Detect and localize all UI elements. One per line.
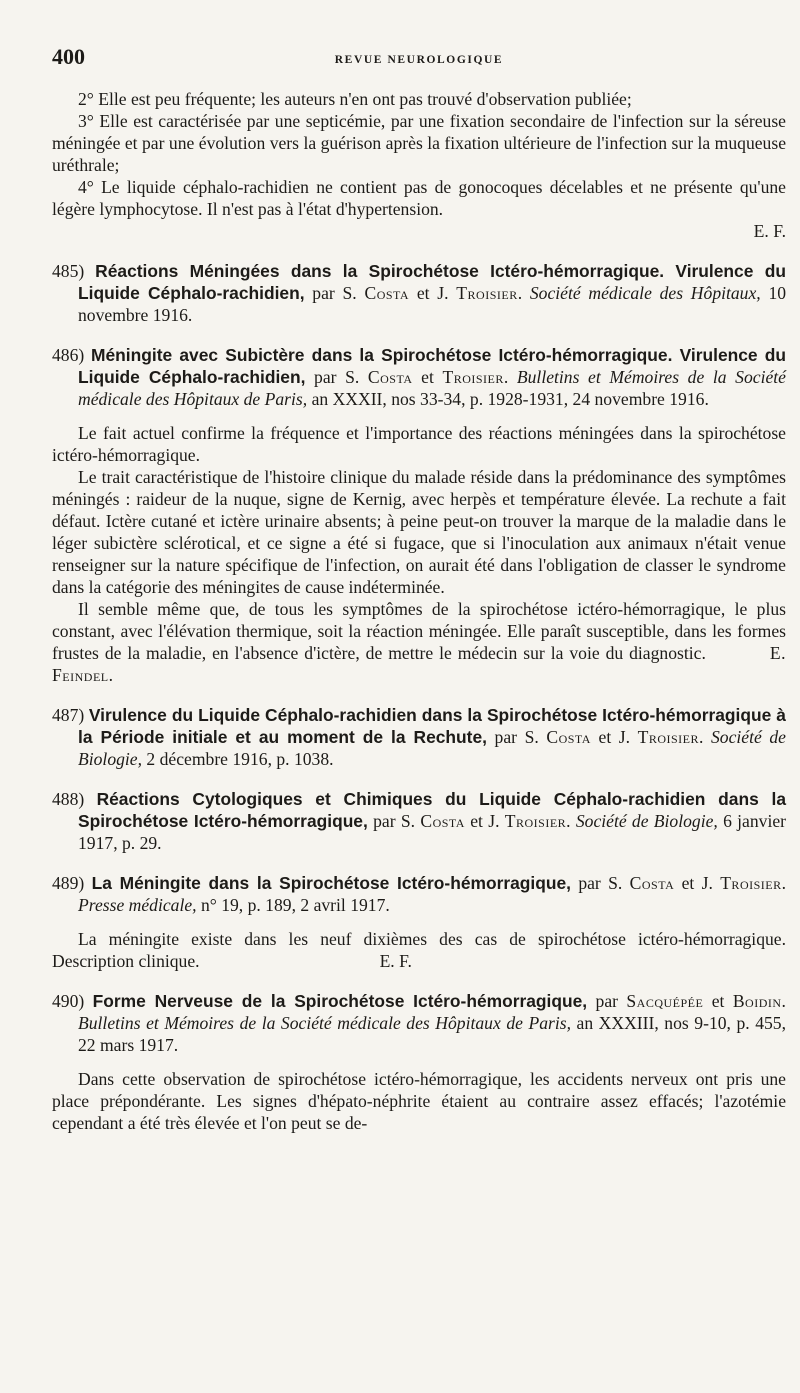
abstract-paragraph: Il semble même que, de tous les symptômes de la spirochétose ictéro-hémorragique, le plus constant, avec l'élévation thermique, soit la réaction méningée. Elle paraît susceptible, dans les formes frustes de la maladie, en l'absence d'ictère, de mettre le médecin sur la voie du diagnostic. E. Feindel. (52, 599, 786, 685)
entry-title: Réactions Cytologiques et Chimiques du Liquide Céphalo-rachidien dans la Spirochétose Ictéro-hémorragique, (78, 789, 786, 831)
et-word: et (416, 283, 430, 303)
abstract-paragraph: Le trait caractéristique de l'histoire clinique du malade réside dans la prédominance des symptômes méningés : raideur de la nuque, signe de Kernig, avec herpès et température élevée. La rechute a fait défaut. Ictère cutané et ictère urinaire absents; à peine peut-on trouver la marque de la maladie dans le léger subictère sclérotical, et ce signe a été si fugace, que si l'inoculation aux animaux n'était venue renseigner sur la nature spécifique de l'infection, on aurait été dans l'obligation de classer le syndrome dans la catégorie des méningites de cause indéterminée. (52, 467, 786, 597)
page-number: 400 (52, 44, 85, 69)
par-word: par (494, 727, 518, 747)
par-word: par (314, 367, 337, 387)
et-word: et (470, 811, 483, 831)
abstract-paragraph: Le fait actuel confirme la fréquence et l'importance des réactions méningées dans la spirochétose ictéro-hémorragique. (52, 423, 786, 465)
author-name: Troisier (720, 873, 782, 893)
entry-details: an XXXIII, nos 9-10, p. 455, 22 mars 1917. (78, 1013, 786, 1055)
entry-details: 10 novembre 1916. (78, 283, 787, 325)
author-name: Costa (364, 283, 410, 303)
entry-490: 490) Forme Nerveuse de la Spirochétose Ictéro-hémorragique, par Sacquépée et Boidin. Bulletins et Mémoires de la Société médicale des Hôpitaux de Paris, an XXXIII, nos 9-10, p. 455, 22 mars 1917. (52, 991, 786, 1055)
author-name: Troisier (442, 367, 504, 387)
page-header (52, 44, 786, 88)
entry-source: Société médicale des Hôpitaux, (529, 283, 761, 303)
entry-title: La Méningite dans la Spirochétose Ictéro-hémorragique, (91, 873, 571, 893)
et-word: et (421, 367, 434, 387)
author-initial: S. (608, 873, 623, 893)
entry-title: Virulence du Liquide Céphalo-rachidien dans la Spirochétose Ictéro-hémorragique à la Période initiale et au moment de la Rechute, (78, 705, 786, 747)
entry-details: an XXXII, nos 33-34, p. 1928-1931, 24 novembre 1916. (311, 389, 709, 409)
par-word: par (595, 991, 618, 1011)
author-initial: S. (524, 727, 539, 747)
et-word: et (681, 873, 695, 893)
intro-signature: E. F. (753, 221, 786, 241)
author-name: Troisier (637, 727, 700, 747)
author-name: Costa (546, 727, 591, 747)
author-initial: S. (342, 283, 357, 303)
author-initial: J. (701, 873, 713, 893)
abstract-paragraph: Dans cette observation de spirochétose ictéro-hémorragique, les accidents nerveux ont pris une place prépondérante. Les signes d'hépato-néphrite étaient au contraire assez effacés; l'azotémie cependant a été très élevée et l'on peut se de- (52, 1069, 786, 1133)
abstract-signature: E. F. (379, 951, 412, 971)
entry-485: 485) Réactions Méningées dans la Spirochétose Ictéro-hémorragique. Virulence du Liquide Céphalo-rachidien, par S. Costa et J. Troisier. Société médicale des Hôpitaux, 10 novembre 1916. (52, 261, 787, 325)
par-word: par (312, 283, 335, 303)
entry-title: Méningite avec Subictère dans la Spirochétose Ictéro-hémorragique. Virulence du Liquide Céphalo-rachidien, (78, 345, 787, 387)
entry-number: 486) (52, 345, 85, 365)
author-initial: J. (437, 283, 449, 303)
et-word: et (711, 991, 725, 1011)
entry-details: 2 décembre 1916, p. 1038. (146, 749, 334, 769)
intro-point-2: 2° Elle est peu fréquente; les auteurs n'en ont pas trouvé d'observation publiée; (78, 89, 632, 109)
entry-source: Bulletins et Mémoires de la Société médicale des Hôpitaux de Paris, (78, 367, 786, 409)
author-name: Costa (629, 873, 675, 893)
author-name: Troisier (456, 283, 518, 303)
entry-title: Réactions Méningées dans la Spirochétose Ictéro-hémorragique. Virulence du Liquide Céphalo-rachidien, (78, 261, 786, 303)
author-initial: S. (400, 811, 416, 831)
abstract-paragraph: La méningite existe dans les neuf dixièmes des cas de spirochétose ictéro-hémorragique. Description clinique. E. F. (52, 929, 786, 971)
intro-point-3: 3° Elle est caractérisée par une septicémie, par une fixation secondaire de l'infection sur la séreuse méningée et par une évolution vers la guérison après la fixation ultérieure de l'infection sur la muqueuse uréthrale; (52, 111, 786, 175)
entry-details: n° 19, p. 189, 2 avril 1917. (200, 895, 390, 915)
entry-source: Société de Biologie, (78, 727, 786, 769)
entry-number: 488) (52, 789, 85, 809)
author-name: Troisier (504, 811, 567, 831)
author-name: Costa (367, 367, 413, 387)
et-word: et (598, 727, 612, 747)
entry-source: Presse médicale, (78, 895, 197, 915)
entry-source: Bulletins et Mémoires de la Société médicale des Hôpitaux de Paris, (78, 1013, 571, 1033)
author-name: Boidin (732, 991, 782, 1011)
entry-number: 487) (52, 705, 85, 725)
author-initial: J. (488, 811, 500, 831)
author-name: Costa (420, 811, 465, 831)
entry-source: Société de Biologie, (575, 811, 718, 831)
author-name: Sacquépée (626, 991, 704, 1011)
entry-number: 490) (52, 991, 85, 1011)
entry-487: 487) Virulence du Liquide Céphalo-rachidien dans la Spirochétose Ictéro-hémorragique à la Période initiale et au moment de la Rechute, par S. Costa et J. Troisier. Société de Biologie, 2 décembre 1916, p. 1038. (52, 705, 786, 769)
entry-title: Forme Nerveuse de la Spirochétose Ictéro-hémorragique, (92, 991, 588, 1011)
abstract-signature: E. Feindel. (52, 643, 786, 685)
entry-488: 488) Réactions Cytologiques et Chimiques du Liquide Céphalo-rachidien dans la Spirochétose Ictéro-hémorragique, par S. Costa et J. Troisier. Société de Biologie, 6 janvier 1917, p. 29. (52, 789, 787, 853)
par-word: par (373, 811, 396, 831)
entry-486: 486) Méningite avec Subictère dans la Spirochétose Ictéro-hémorragique. Virulence du Liquide Céphalo-rachidien, par S. Costa et Troisier. Bulletins et Mémoires de la Société médicale des Hôpitaux de Paris, an XXXII, nos 33-34, p. 1928-1931, 24 novembre 1916. (52, 345, 787, 409)
author-initial: J. (618, 727, 631, 747)
entry-489: 489) La Méningite dans la Spirochétose Ictéro-hémorragique, par S. Costa et J. Troisier. Presse médicale, n° 19, p. 189, 2 avril 1917. (52, 873, 787, 915)
entry-number: 485) (52, 261, 85, 281)
running-head: REVUE NEUROLOGIQUE (334, 54, 504, 66)
entry-details: 6 janvier 1917, p. 29. (78, 811, 787, 853)
author-initial: S. (345, 367, 360, 387)
entry-number: 489) (52, 873, 85, 893)
intro-point-4: 4° Le liquide céphalo-rachidien ne contient pas de gonocoques décelables et ne présente qu'une légère lymphocytose. Il n'est pas à l'état d'hypertension. (52, 177, 786, 219)
par-word: par (578, 873, 601, 893)
